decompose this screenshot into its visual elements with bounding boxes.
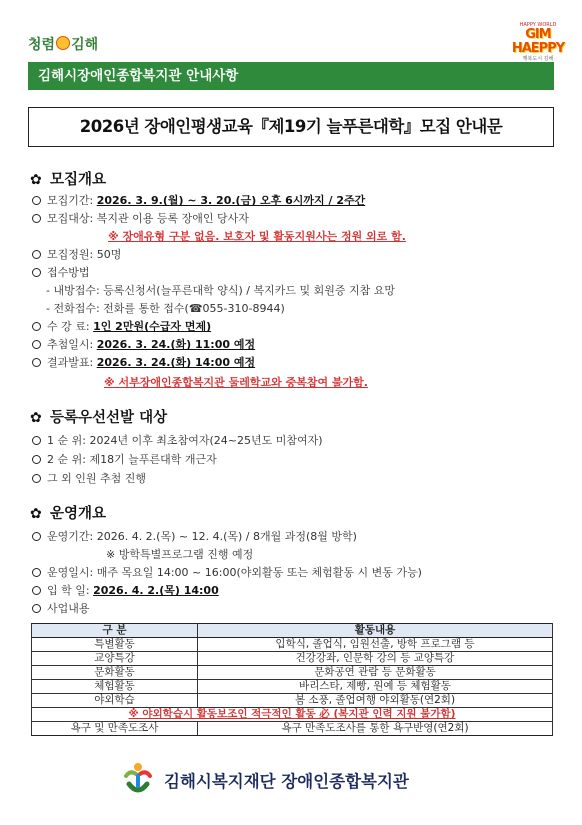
table-header-row — [32, 624, 553, 638]
circle-bullet-icon — [32, 586, 41, 595]
logo-right-sub: 행복도시 김해 — [522, 56, 554, 62]
circle-bullet-icon — [32, 322, 41, 331]
item-value: 2026. 4. 2.(목) 14:00 — [93, 584, 219, 597]
welfare-foundation-emblem-icon — [120, 762, 156, 798]
flower-icon: ✿ — [30, 506, 42, 522]
table-cell-category: 문화활동 — [32, 666, 198, 680]
logo-left-text-1: 청렴 — [28, 37, 56, 53]
note-period: ※ 방학특별프로그램 진행 예정 — [106, 548, 254, 561]
list-item-entrance — [32, 582, 219, 598]
method-phone: - 전화접수: 전화를 통한 접수(☎055-310-8944) — [46, 302, 285, 315]
item-label: 입 학 일: — [47, 584, 94, 597]
table-cell-category: 교양특강 — [32, 652, 198, 666]
table-row — [32, 638, 553, 652]
table-header-category: 구 분 — [32, 624, 198, 638]
page-title: 2026년 장애인평생교육『제19기 늘푸른대학』모집 안내문 — [28, 107, 554, 147]
circle-bullet-icon — [32, 604, 41, 613]
gimhaeppy-logo — [506, 22, 570, 63]
item-label: 운영일시: 매주 목요일 14:00 ~ 16:00(야외활동 또는 체험활동 시 변동 가능) — [47, 566, 422, 579]
circle-bullet-icon — [32, 196, 41, 205]
note-target: ※ 장애유형 구분 없음. 보호자 및 활동지원사는 정원 외로 함. — [108, 230, 406, 243]
circle-bullet-icon — [32, 436, 41, 445]
method-visit: - 내방접수: 등록신청서(늘푸른대학 양식) / 복지카드 및 회원증 지참 요망 — [46, 284, 395, 297]
table-row — [32, 666, 553, 680]
table-cell-content: 문화공연 관람 등 문화활동 — [198, 666, 553, 680]
table-cell-content: 봄 소풍, 졸업여행 야외활동(연2회) — [198, 694, 553, 708]
list-item-fee — [32, 318, 211, 334]
item-value: 1인 2만원(수급자 면제) — [93, 320, 212, 333]
item-value: 2026. 3. 24.(화) 11:00 예정 — [96, 338, 256, 351]
item-label: 모집대상: 복지관 이용 등록 장애인 당사자 — [47, 212, 249, 225]
item-value: 2026. 3. 24.(화) 14:00 예정 — [96, 356, 256, 369]
flower-icon: ✿ — [30, 172, 42, 188]
flower-icon: ✿ — [30, 410, 42, 426]
item-label: 운영기간: 2026. 4. 2.(목) ~ 12. 4.(목) / 8개월 과정(8월 방학) — [47, 530, 357, 543]
circle-bullet-icon — [32, 268, 41, 277]
list-item-draw — [32, 336, 255, 352]
list-item-result — [32, 354, 255, 370]
table-cell-category: 욕구 및 만족도조사 — [32, 722, 198, 736]
list-item-target — [32, 210, 249, 226]
section-heading-text: 운영개요 — [50, 506, 107, 522]
list-item-capacity — [32, 246, 121, 262]
table-note: ※ 야외학습시 활동보조인 적극적인 활동 必 (복지관 인력 지원 불가함) — [32, 708, 553, 722]
item-label: 추첨일시: — [47, 338, 97, 351]
table-cell-content: 입학식, 졸업식, 임원선출, 방학 프로그램 등 — [198, 638, 553, 652]
item-label: 접수방법 — [47, 266, 90, 279]
logo-left-text-2: 김해 — [71, 37, 99, 53]
section-heading-text: 모집개요 — [50, 172, 107, 188]
section-heading-recruit — [30, 168, 106, 189]
table-cell-category: 체험활동 — [32, 680, 198, 694]
list-item-content — [32, 600, 90, 616]
item-label: 2 순 위: 제18기 늘푸른대학 개근자 — [47, 453, 217, 466]
logo-dot-icon — [56, 36, 70, 50]
section-heading-operation — [30, 502, 106, 523]
table-cell-category: 야외학습 — [32, 694, 198, 708]
item-label: 모집정원: 50명 — [47, 248, 122, 261]
table-cell-content: 건강강좌, 인문학 강의 등 교양특강 — [198, 652, 553, 666]
table-cell-content: 욕구 만족도조사를 통한 욕구반영(연2회) — [198, 722, 553, 736]
footer-org-name: 김해시복지재단 장애인종합복지관 — [164, 772, 409, 791]
notice-banner: 김해시장애인종합복지관 안내사항 — [28, 62, 554, 90]
table-cell-category: 특별활동 — [32, 638, 198, 652]
item-label: 수 강 료: — [47, 320, 94, 333]
circle-bullet-icon — [32, 474, 41, 483]
item-label: 1 순 위: 2024년 이후 최초참여자(24~25년도 미참여자) — [47, 434, 323, 447]
list-item-method — [32, 264, 90, 280]
item-label: 그 외 인원 추첨 진행 — [47, 472, 146, 485]
list-item-period — [32, 192, 365, 208]
activity-table — [31, 623, 553, 736]
list-item-priority-2 — [32, 451, 217, 467]
top-logos — [0, 0, 582, 62]
item-label: 모집기간: — [47, 194, 97, 207]
circle-bullet-icon — [32, 340, 41, 349]
circle-bullet-icon — [32, 358, 41, 367]
circle-bullet-icon — [32, 455, 41, 464]
table-row — [32, 722, 553, 736]
logo-right-top: HAPPY WORLD — [519, 22, 557, 28]
table-row — [32, 652, 553, 666]
table-note-row — [32, 708, 553, 722]
list-item-op-time — [32, 564, 422, 580]
item-value: 2026. 3. 9.(월) ~ 3. 20.(금) 오후 6시까지 / 2주간 — [96, 194, 366, 207]
table-cell-content: 바리스타, 제빵, 원예 등 체험활동 — [198, 680, 553, 694]
section-heading-priority — [30, 406, 167, 427]
note-result: ※ 서부장애인종합복지관 둘레학교와 중복참여 불가함. — [104, 376, 368, 389]
circle-bullet-icon — [32, 250, 41, 259]
item-label: 사업내용 — [47, 602, 90, 615]
circle-bullet-icon — [32, 214, 41, 223]
table-row — [32, 680, 553, 694]
list-item-op-period — [32, 528, 357, 544]
logo-right-mark: GIM HAEPPY — [511, 27, 565, 56]
table-header-content: 활동내용 — [198, 624, 553, 638]
list-item-priority-3 — [32, 470, 146, 486]
table-row — [32, 694, 553, 708]
circle-bullet-icon — [32, 568, 41, 577]
circle-bullet-icon — [32, 532, 41, 541]
section-heading-text: 등록우선선발 대상 — [50, 410, 168, 426]
item-label: 결과발표: — [47, 356, 97, 369]
cheongryeom-gimhae-logo — [28, 34, 98, 54]
list-item-priority-1 — [32, 432, 323, 448]
